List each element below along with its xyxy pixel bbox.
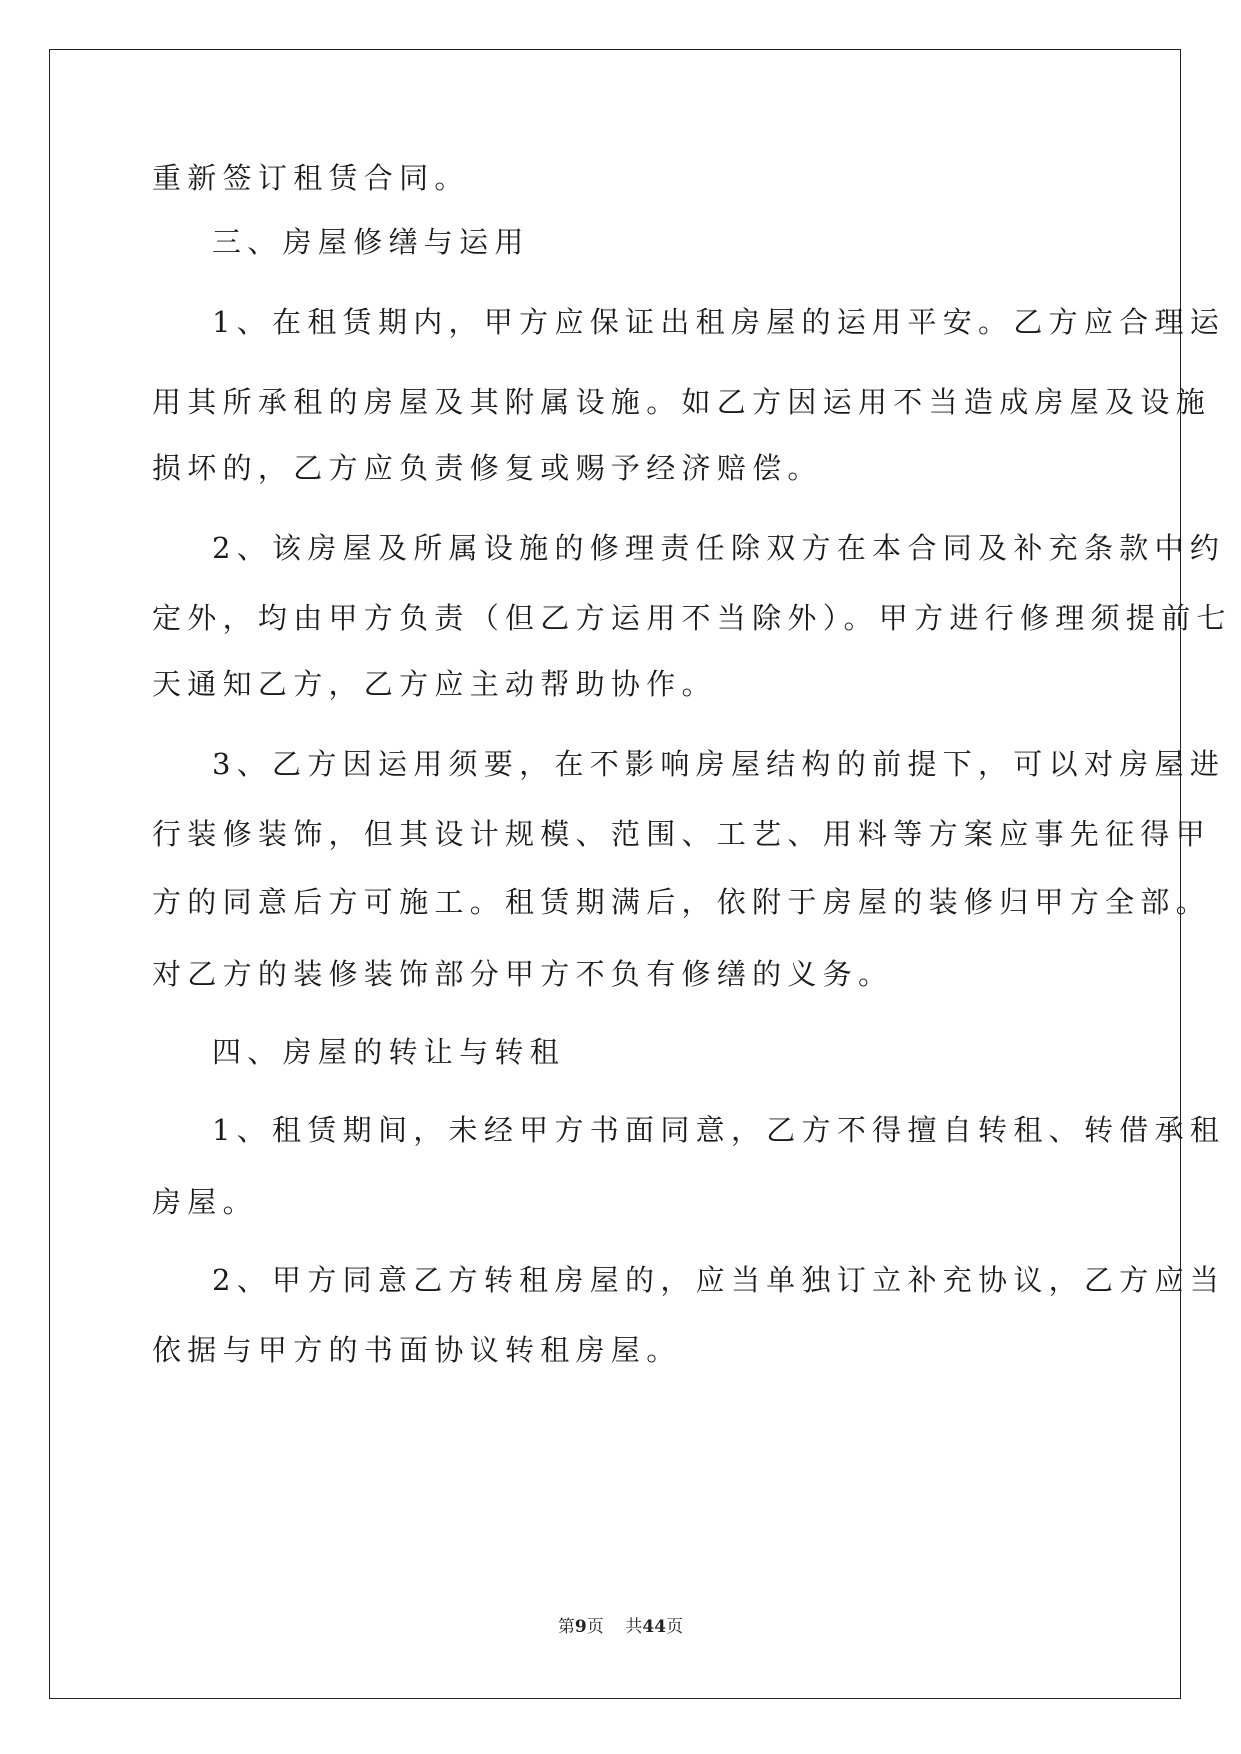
section-heading: 四、房屋的转让与转租 <box>212 1035 566 1069</box>
total-suffix: 页 <box>666 1617 684 1637</box>
total-prefix: 共 <box>625 1617 643 1637</box>
page-suffix: 页 <box>586 1617 604 1637</box>
text-line: 房屋。 <box>152 1185 258 1219</box>
text-line: 对乙方的装修装饰部分甲方不负有修缮的义务。 <box>152 957 894 991</box>
text-line: 3、乙方因运用须要，在不影响房屋结构的前提下，可以对房屋进 <box>212 747 1226 781</box>
text-line: 损坏的，乙方应负责修复或赐予经济赔偿。 <box>152 451 823 485</box>
text-line: 定外，均由甲方负责（但乙方运用不当除外）。甲方进行修理须提前七 <box>152 601 1232 635</box>
text-line: 重新签订租赁合同。 <box>152 161 470 195</box>
text-line: 2、甲方同意乙方转租房屋的，应当单独订立补充协议，乙方应当 <box>212 1263 1226 1297</box>
text-line: 依据与甲方的书面协议转租房屋。 <box>152 1333 682 1367</box>
text-line: 1、在租赁期内，甲方应保证出租房屋的运用平安。乙方应合理运 <box>212 305 1226 339</box>
page-prefix: 第 <box>557 1617 575 1637</box>
total-pages: 44 <box>642 1617 667 1637</box>
text-line: 2、该房屋及所属设施的修理责任除双方在本合同及补充条款中约 <box>212 531 1226 565</box>
section-heading: 三、房屋修缮与运用 <box>212 225 530 259</box>
page-footer <box>0 1612 1241 1637</box>
page-number: 9 <box>574 1617 587 1637</box>
text-line: 1、租赁期间，未经甲方书面同意，乙方不得擅自转租、转借承租 <box>212 1113 1226 1147</box>
text-line: 行装修装饰，但其设计规模、范围、工艺、用料等方案应事先征得甲 <box>152 817 1212 851</box>
text-line: 方的同意后方可施工。租赁期满后，依附于房屋的装修归甲方全部。 <box>152 885 1212 919</box>
page-border <box>49 49 1181 1699</box>
text-line: 天通知乙方，乙方应主动帮助协作。 <box>152 667 717 701</box>
text-line: 用其所承租的房屋及其附属设施。如乙方因运用不当造成房屋及设施 <box>152 385 1212 419</box>
